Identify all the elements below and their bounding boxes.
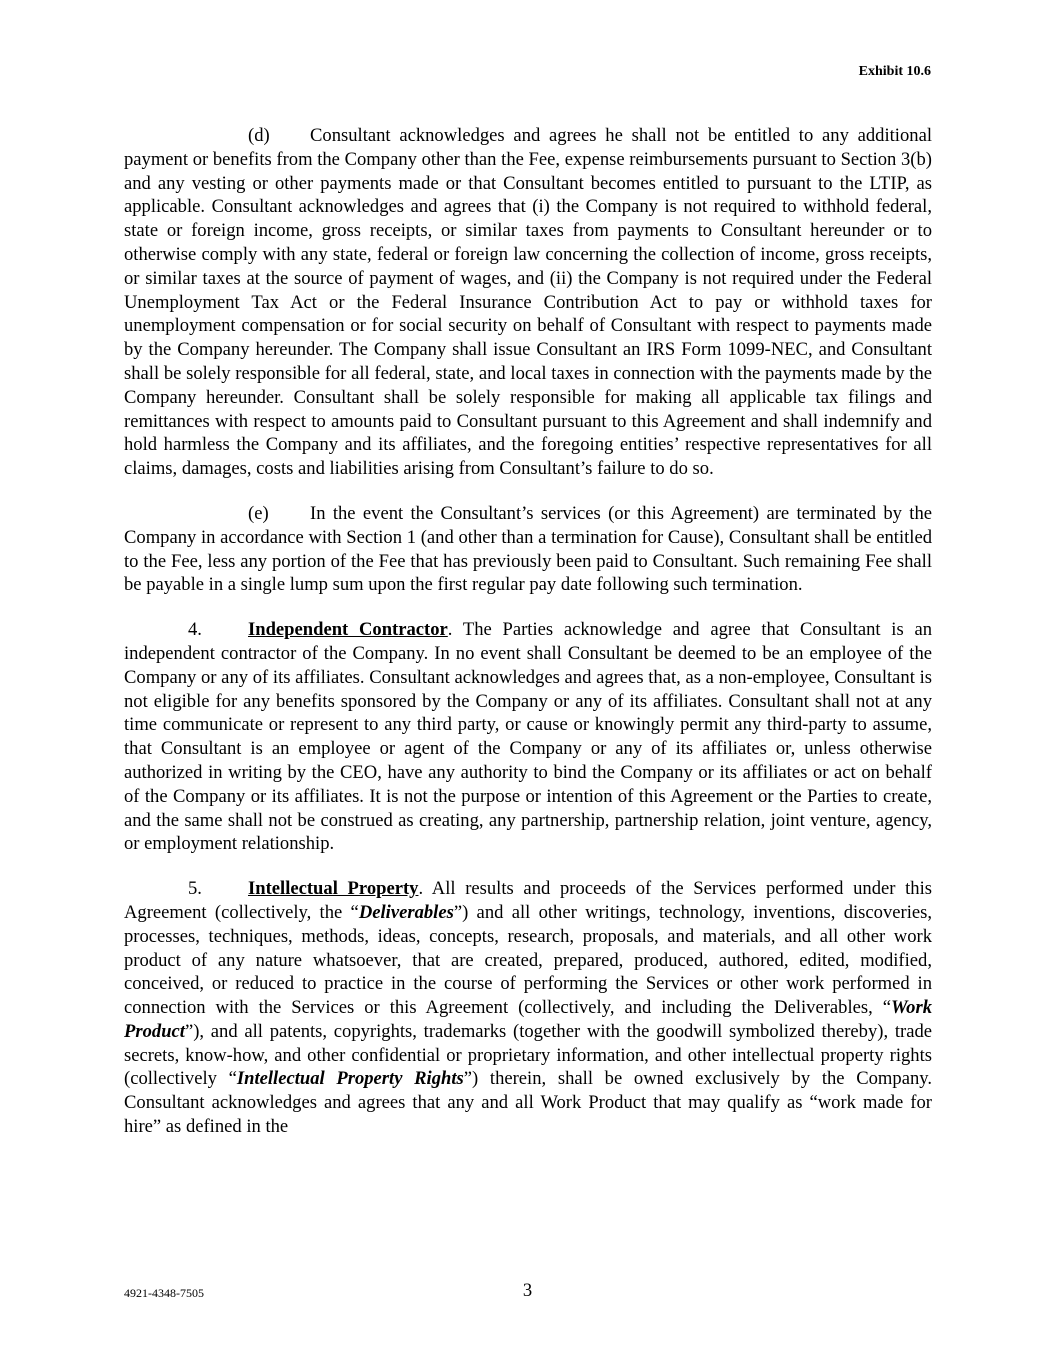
paragraph-e-label: (e)	[248, 502, 269, 524]
section-5-text-1: . All results and proceeds of the Services performed under this Agreement (collectively, the “	[124, 878, 932, 923]
paragraph-d	[124, 124, 932, 481]
section-4-heading: Independent Contractor	[248, 619, 448, 641]
term-work-product: Work Product	[124, 997, 932, 1042]
exhibit-label: Exhibit 10.6	[858, 64, 931, 79]
paragraph-e	[124, 502, 932, 597]
paragraph-d-label: (d)	[248, 125, 270, 146]
section-5-heading: Intellectual Property	[248, 878, 419, 900]
section-5-number: 5.	[188, 878, 202, 900]
document-code: 4921-4348-7505	[124, 1286, 204, 1300]
paragraph-d-text: Consultant acknowledges and agrees he shall not be entitled to any additional payment or benefits from the Company other than the Fee, expense reimbursements pursuant to Section 3(b) and any vesting or other payments made or that Consultant becomes entitled to pursuant to the LTIP, as applicable. Consultant acknowledges and agrees that (i) the Company is not required to withhold federal, state or foreign income, gross receipts, or similar taxes from payments to Consultant hereunder or to otherwise comply with any state, federal or foreign law concerning the collection of income, gross receipts, or similar taxes at the source of payment of wages, and (ii) the Company is not required under the Federal Unemployment Tax Act or the Federal Insurance Contribution Act to pay or withhold taxes for unemployment compensation or for social security on behalf of Consultant with respect to payments made by the Company hereunder. The Company shall issue Consultant an IRS Form 1099-NEC, and Consultant shall be solely responsible for all federal, state, and local taxes in connection with the payments made by the Company hereunder. Consultant shall be solely responsible for making all applicable tax filings and remittances with respect to amounts paid to Consultant pursuant to this Agreement and shall indemnify and hold harmless the Company and its affiliates, and the foregoing entities’ respective representatives for all claims, damages, costs and liabilities arising from Consultant’s failure to do so.	[124, 125, 932, 480]
section-4-text: . The Parties acknowledge and agree that Consultant is an independent contractor of the Company. In no event shall Consultant be deemed to be an employee of the Company or any of its affiliates. Consultant acknowledges and agrees that, as a non-employee, Consultant is not eligible for any benefits sponsored by the Company or any of its affiliates. Consultant shall not at any time communicate or represent to any third party, or cause or knowingly permit any third-party to assume, that Consultant is an employee or agent of the Company or any of its affiliates or, unless otherwise authorized in writing by the CEO, have any authority to bind the Company or its affiliates or act on behalf of the Company or its affiliates. It is not the purpose or intention of this Agreement or the Parties to create, and the same shall not be construed as creating, any partnership, partnership relation, joint venture, agency, or employment relationship.	[124, 619, 932, 855]
term-deliverables: Deliverables	[358, 901, 454, 923]
section-5-text-2: ”) and all other writings, technology, inventions, discoveries, processes, techniques, methods, ideas, concepts, research, proposals, and materials, and all other work product of any nature whatsoever, that are created, prepared, produced, authored, edited, modified, conceived, or reduced to practice in the course of performing the Services or other work performed in connection with the Services or this Agreement (collectively, and including the Deliverables, “	[124, 901, 932, 1019]
section-5-text-3: ”), and all patents, copyrights, trademarks (together with the goodwill symbolized thereby), trade secrets, know-how, and other confidential or proprietary information, and other intellectual property rights (collectively “	[124, 1020, 932, 1090]
section-4	[124, 618, 932, 856]
paragraph-e-text: In the event the Consultant’s services (or this Agreement) are terminated by the Company in accordance with Section 1 (and other than a termination for Cause), Consultant shall be entitled to the Fee, less any portion of the Fee that has previously been paid to Consultant. Such remaining Fee shall be payable in a single lump sum upon the first regular pay date following such termination.	[124, 502, 932, 596]
section-5-text-4: ”) therein, shall be owned exclusively by the Company. Consultant acknowledges and agrees that any and all Work Product that may qualify as “work made for hire” as defined in the	[124, 1068, 932, 1138]
document-body	[124, 124, 932, 1160]
page-number: 3	[522, 1280, 533, 1301]
section-5	[124, 877, 932, 1139]
term-intellectual-property-rights: Intellectual Property Rights	[236, 1068, 464, 1090]
section-4-number: 4.	[188, 619, 202, 641]
